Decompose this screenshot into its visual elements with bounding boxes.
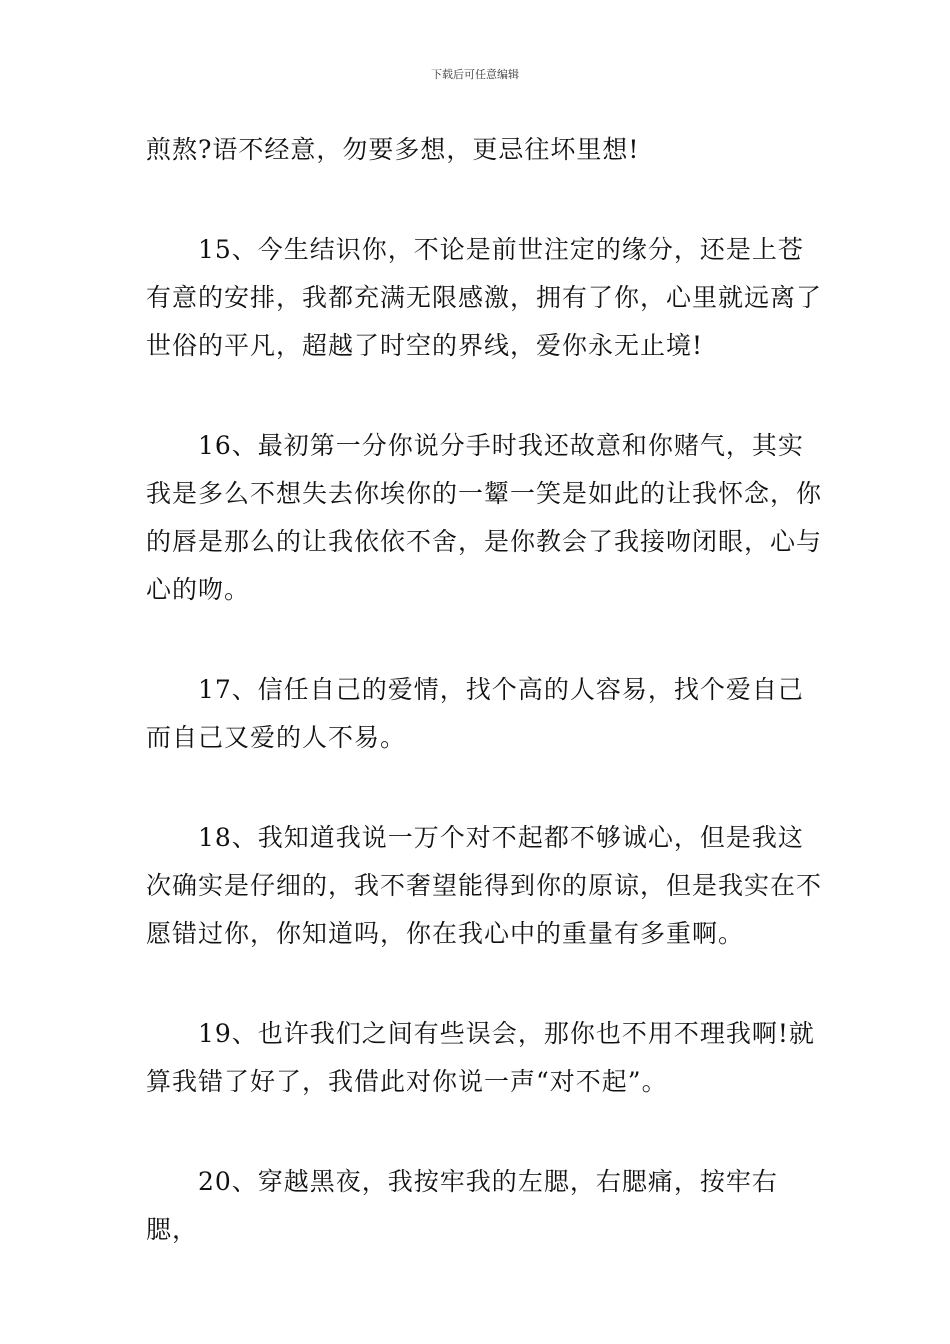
page-header: 下载后可任意编辑 (431, 68, 519, 81)
paragraph-16: 16、最初第一分你说分手时我还故意和你赌气，其实我是多么不想失去你埃你的一颦一笑是如此的让我怀念，你的唇是那么的让我依依不舍，是你教会了我接吻闭眼，心与心的吻。 (146, 431, 823, 604)
document-body (146, 126, 828, 1306)
paragraph-20: 20、穿越黑夜，我按牢我的左腮，右腮痛，按牢右腮， (146, 1167, 778, 1244)
paragraph-18: 18、我知道我说一万个对不起都不够诚心，但是我这次确实是仔细的，我不奢望能得到你的原谅，但是我实在不愿错过你，你知道吗，你在我心中的重量有多重啊。 (146, 823, 823, 948)
paragraph-continuation: 煎熬?语不经意，勿要多想，更忌往坏里想! (146, 135, 640, 164)
paragraph-15: 15、今生结识你，不论是前世注定的缘分，还是上苍有意的安排，我都充满无限感激，拥有了你，心里就远离了世俗的平凡，超越了时空的界线，爱你永无止境! (146, 235, 823, 360)
paragraph-19: 19、也许我们之间有些误会，那你也不用不理我啊!就算我错了好了，我借此对你说一声“对不起”。 (146, 1019, 815, 1096)
paragraph-17: 17、信任自己的爱情，找个高的人容易，找个爱自己而自己又爱的人不易。 (146, 675, 804, 752)
